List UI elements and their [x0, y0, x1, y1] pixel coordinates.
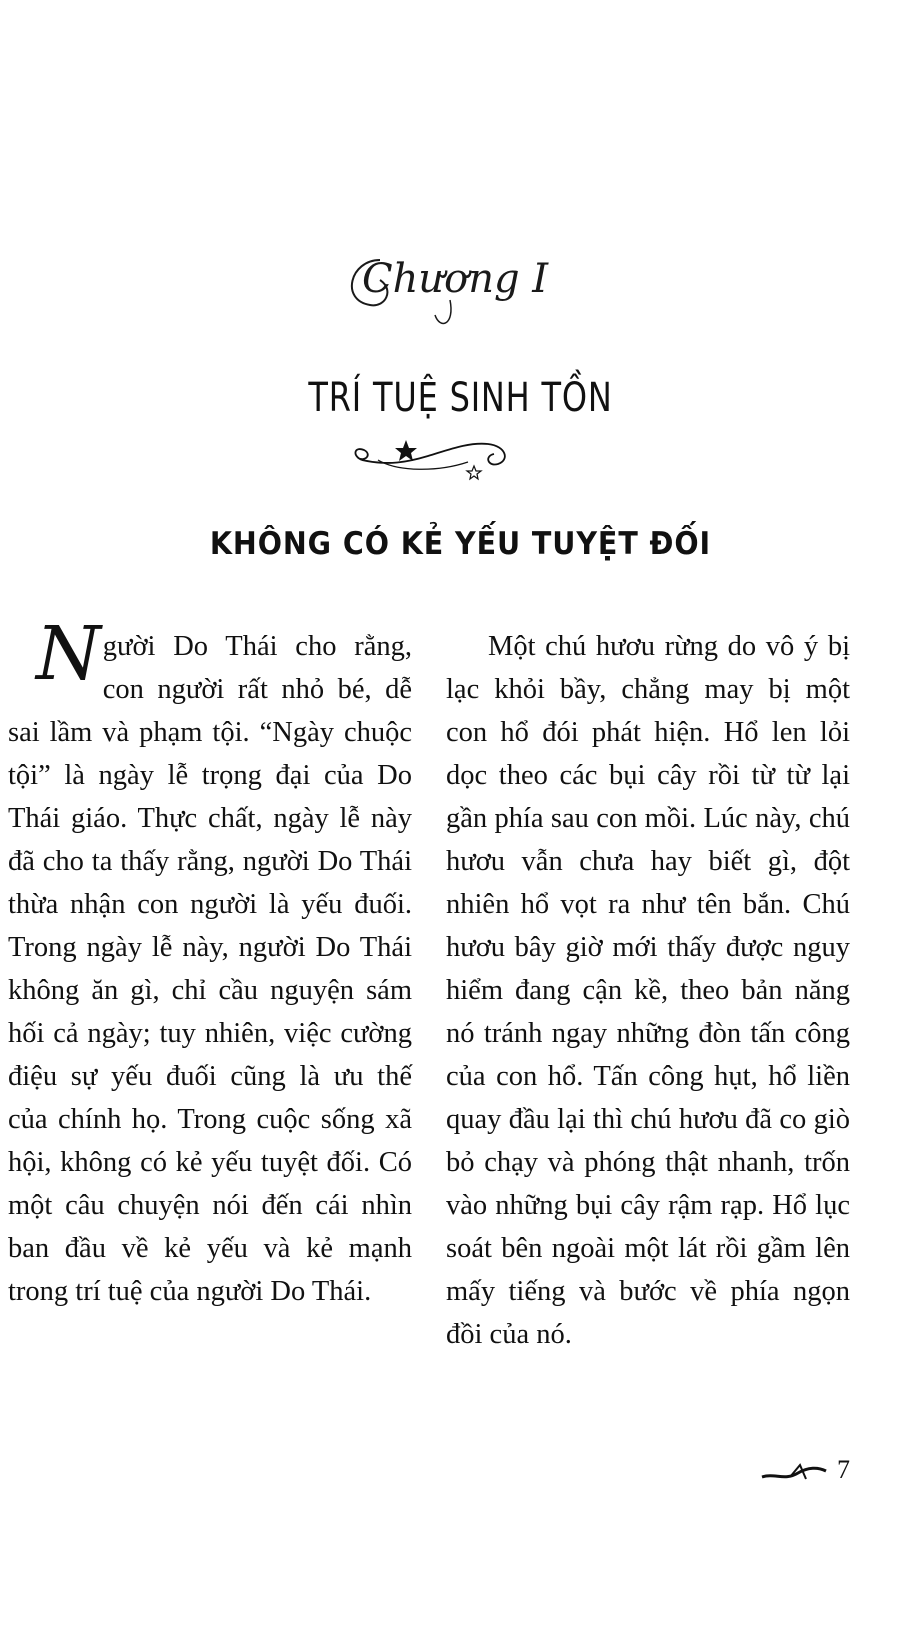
- chapter-label-script: [340, 230, 560, 340]
- flourish-tail-icon: [435, 300, 451, 323]
- page-number: 7: [837, 1455, 850, 1484]
- right-text-column: [446, 625, 850, 1356]
- section-title: KHÔNG CÓ KẺ YẾU TUYỆT ĐỐI: [209, 526, 712, 562]
- footer-flourish-icon: [760, 1459, 830, 1489]
- drop-cap: N: [36, 611, 101, 697]
- right-paragraph: Một chú hươu rừng do vô ý bị lạc khỏi bầy, chẳng may bị một con hổ đói phát hiện. Hổ len lỏi dọc theo các bụi cây rồi từ từ lại gần phía sau con mồi. Lúc này, chú hươu vẫn chưa hay biết gì, đột nhiên hổ vọt ra như tên bắn. Chú hươu bây giờ mới thấy được nguy hiểm đang cận kề, theo bản năng nó tránh ngay những đòn tấn công của con hổ. Tấn công hụt, hổ liền quay đầu lại thì chú hươu đã co giò bỏ chạy và phóng thật nhanh, trốn vào những bụi cây rậm rạp. Hổ lục soát bên ngoài một lát rồi gầm lên mấy tiếng và bước về phía ngọn đồi của nó.: [446, 631, 850, 1350]
- left-paragraph-text: gười Do Thái cho rằng, con người rất nhỏ bé, dễ sai lầm và phạm tội. “Ngày chuộc tội” là ngày lễ trọng đại của Do Thái giáo. Thực chất, ngày lễ này đã cho ta thấy rằng, người Do Thái thừa nhận con người là yếu đuối. Trong ngày lễ này, người Do Thái không ăn gì, chỉ cầu nguyện sám hối cả ngày; tuy nhiên, việc cường điệu sự yếu đuối cũng là ưu thế của chính họ. Trong cuộc sống xã hội, không có kẻ yếu tuyệt đối. Có một câu chuyện nói đến cái nhìn ban đầu về kẻ yếu và kẻ mạnh trong trí tuệ của người Do Thái.: [8, 631, 412, 1307]
- chapter-label: Chương I: [362, 256, 549, 302]
- left-text-column: [8, 611, 412, 1313]
- page-footer: [760, 1453, 850, 1493]
- left-paragraph: [8, 611, 412, 1313]
- ornamental-divider-icon: [348, 432, 516, 484]
- chapter-title: TRÍ TUỆ SINH TỒN: [308, 375, 613, 421]
